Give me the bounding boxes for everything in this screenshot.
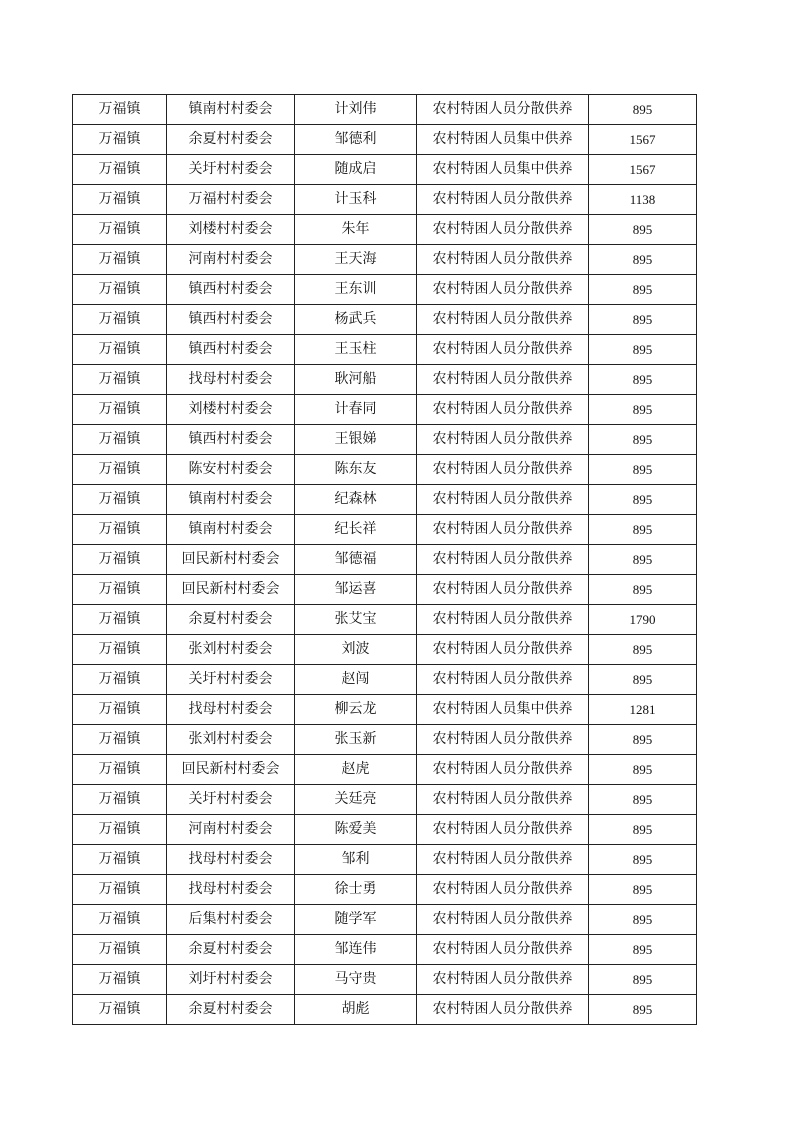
town-cell: 万福镇 — [73, 905, 167, 935]
table-row — [73, 155, 697, 185]
relief-category-cell: 农村特困人员分散供养 — [417, 965, 589, 995]
name-cell: 耿河船 — [295, 365, 417, 395]
amount-cell: 1790 — [589, 605, 697, 635]
town-cell: 万福镇 — [73, 665, 167, 695]
town-cell: 万福镇 — [73, 215, 167, 245]
amount-cell: 895 — [589, 215, 697, 245]
relief-category-cell: 农村特困人员分散供养 — [417, 515, 589, 545]
name-cell: 邹德利 — [295, 125, 417, 155]
relief-category-cell: 农村特困人员分散供养 — [417, 95, 589, 125]
table-row — [73, 425, 697, 455]
town-cell: 万福镇 — [73, 605, 167, 635]
amount-cell: 895 — [589, 455, 697, 485]
name-cell: 随成启 — [295, 155, 417, 185]
name-cell: 王玉柱 — [295, 335, 417, 365]
amount-cell: 895 — [589, 935, 697, 965]
town-cell: 万福镇 — [73, 335, 167, 365]
village-committee-cell: 陈安村村委会 — [167, 455, 295, 485]
table-row — [73, 935, 697, 965]
table-row — [73, 125, 697, 155]
village-committee-cell: 刘楼村村委会 — [167, 215, 295, 245]
name-cell: 邹德福 — [295, 545, 417, 575]
town-cell: 万福镇 — [73, 275, 167, 305]
town-cell: 万福镇 — [73, 125, 167, 155]
relief-category-cell: 农村特困人员分散供养 — [417, 395, 589, 425]
village-committee-cell: 找母村村委会 — [167, 845, 295, 875]
village-committee-cell: 找母村村委会 — [167, 875, 295, 905]
table-row — [73, 245, 697, 275]
name-cell: 邹运喜 — [295, 575, 417, 605]
town-cell: 万福镇 — [73, 545, 167, 575]
relief-category-cell: 农村特困人员分散供养 — [417, 425, 589, 455]
relief-category-cell: 农村特困人员分散供养 — [417, 275, 589, 305]
town-cell: 万福镇 — [73, 845, 167, 875]
town-cell: 万福镇 — [73, 635, 167, 665]
relief-category-cell: 农村特困人员分散供养 — [417, 875, 589, 905]
amount-cell: 895 — [589, 485, 697, 515]
amount-cell: 895 — [589, 515, 697, 545]
village-committee-cell: 张刘村村委会 — [167, 635, 295, 665]
town-cell: 万福镇 — [73, 935, 167, 965]
relief-category-cell: 农村特困人员分散供养 — [417, 575, 589, 605]
town-cell: 万福镇 — [73, 305, 167, 335]
amount-cell: 895 — [589, 755, 697, 785]
relief-recipients-table — [72, 94, 697, 1025]
relief-category-cell: 农村特困人员集中供养 — [417, 125, 589, 155]
town-cell: 万福镇 — [73, 95, 167, 125]
name-cell: 纪长祥 — [295, 515, 417, 545]
table-row — [73, 965, 697, 995]
village-committee-cell: 刘圩村村委会 — [167, 965, 295, 995]
town-cell: 万福镇 — [73, 425, 167, 455]
town-cell: 万福镇 — [73, 485, 167, 515]
relief-category-cell: 农村特困人员分散供养 — [417, 815, 589, 845]
table-row — [73, 785, 697, 815]
relief-list-sheet — [72, 94, 696, 1025]
amount-cell: 895 — [589, 275, 697, 305]
relief-category-cell: 农村特困人员分散供养 — [417, 605, 589, 635]
table-row — [73, 395, 697, 425]
town-cell: 万福镇 — [73, 245, 167, 275]
table-row — [73, 845, 697, 875]
name-cell: 王天海 — [295, 245, 417, 275]
table-row — [73, 95, 697, 125]
village-committee-cell: 回民新村村委会 — [167, 755, 295, 785]
relief-category-cell: 农村特困人员分散供养 — [417, 995, 589, 1025]
amount-cell: 895 — [589, 305, 697, 335]
village-committee-cell: 刘楼村村委会 — [167, 395, 295, 425]
relief-category-cell: 农村特困人员分散供养 — [417, 635, 589, 665]
table-row — [73, 455, 697, 485]
name-cell: 随学军 — [295, 905, 417, 935]
amount-cell: 1281 — [589, 695, 697, 725]
table-row — [73, 665, 697, 695]
amount-cell: 895 — [589, 95, 697, 125]
town-cell: 万福镇 — [73, 785, 167, 815]
table-row — [73, 515, 697, 545]
town-cell: 万福镇 — [73, 695, 167, 725]
table-row — [73, 485, 697, 515]
amount-cell: 895 — [589, 395, 697, 425]
name-cell: 王东训 — [295, 275, 417, 305]
town-cell: 万福镇 — [73, 515, 167, 545]
name-cell: 陈爱美 — [295, 815, 417, 845]
village-committee-cell: 余夏村村委会 — [167, 935, 295, 965]
village-committee-cell: 找母村村委会 — [167, 365, 295, 395]
table-row — [73, 725, 697, 755]
table-row — [73, 995, 697, 1025]
village-committee-cell: 回民新村村委会 — [167, 545, 295, 575]
amount-cell: 895 — [589, 665, 697, 695]
relief-category-cell: 农村特困人员分散供养 — [417, 785, 589, 815]
town-cell: 万福镇 — [73, 875, 167, 905]
amount-cell: 1138 — [589, 185, 697, 215]
amount-cell: 895 — [589, 365, 697, 395]
name-cell: 刘波 — [295, 635, 417, 665]
relief-category-cell: 农村特困人员集中供养 — [417, 155, 589, 185]
amount-cell: 895 — [589, 785, 697, 815]
amount-cell: 895 — [589, 245, 697, 275]
town-cell: 万福镇 — [73, 815, 167, 845]
village-committee-cell: 镇西村村委会 — [167, 335, 295, 365]
table-row — [73, 305, 697, 335]
relief-category-cell: 农村特困人员分散供养 — [417, 335, 589, 365]
town-cell: 万福镇 — [73, 455, 167, 485]
name-cell: 计玉科 — [295, 185, 417, 215]
relief-category-cell: 农村特困人员分散供养 — [417, 245, 589, 275]
town-cell: 万福镇 — [73, 965, 167, 995]
relief-category-cell: 农村特困人员分散供养 — [417, 665, 589, 695]
relief-category-cell: 农村特困人员分散供养 — [417, 755, 589, 785]
table-row — [73, 815, 697, 845]
village-committee-cell: 余夏村村委会 — [167, 605, 295, 635]
name-cell: 马守贵 — [295, 965, 417, 995]
village-committee-cell: 镇西村村委会 — [167, 305, 295, 335]
name-cell: 邹利 — [295, 845, 417, 875]
name-cell: 赵闯 — [295, 665, 417, 695]
village-committee-cell: 关圩村村委会 — [167, 785, 295, 815]
name-cell: 胡彪 — [295, 995, 417, 1025]
relief-category-cell: 农村特困人员分散供养 — [417, 725, 589, 755]
amount-cell: 895 — [589, 965, 697, 995]
village-committee-cell: 余夏村村委会 — [167, 125, 295, 155]
amount-cell: 895 — [589, 635, 697, 665]
village-committee-cell: 镇南村村委会 — [167, 95, 295, 125]
table-row — [73, 605, 697, 635]
amount-cell: 895 — [589, 815, 697, 845]
relief-category-cell: 农村特困人员分散供养 — [417, 485, 589, 515]
name-cell: 朱年 — [295, 215, 417, 245]
village-committee-cell: 河南村村委会 — [167, 245, 295, 275]
amount-cell: 895 — [589, 545, 697, 575]
name-cell: 柳云龙 — [295, 695, 417, 725]
village-committee-cell: 镇南村村委会 — [167, 515, 295, 545]
town-cell: 万福镇 — [73, 395, 167, 425]
village-committee-cell: 镇南村村委会 — [167, 485, 295, 515]
relief-category-cell: 农村特困人员分散供养 — [417, 455, 589, 485]
village-committee-cell: 张刘村村委会 — [167, 725, 295, 755]
village-committee-cell: 找母村村委会 — [167, 695, 295, 725]
table-row — [73, 185, 697, 215]
amount-cell: 895 — [589, 335, 697, 365]
table-row — [73, 365, 697, 395]
relief-category-cell: 农村特困人员分散供养 — [417, 305, 589, 335]
relief-category-cell: 农村特困人员分散供养 — [417, 905, 589, 935]
amount-cell: 895 — [589, 905, 697, 935]
table-row — [73, 905, 697, 935]
table-row — [73, 575, 697, 605]
table-row — [73, 335, 697, 365]
name-cell: 计春同 — [295, 395, 417, 425]
town-cell: 万福镇 — [73, 155, 167, 185]
table-row — [73, 275, 697, 305]
town-cell: 万福镇 — [73, 365, 167, 395]
name-cell: 王银娣 — [295, 425, 417, 455]
name-cell: 张玉新 — [295, 725, 417, 755]
name-cell: 计刘伟 — [295, 95, 417, 125]
relief-category-cell: 农村特困人员分散供养 — [417, 185, 589, 215]
name-cell: 陈东友 — [295, 455, 417, 485]
town-cell: 万福镇 — [73, 725, 167, 755]
name-cell: 徐士勇 — [295, 875, 417, 905]
table-row — [73, 635, 697, 665]
table-row — [73, 545, 697, 575]
relief-category-cell: 农村特困人员分散供养 — [417, 365, 589, 395]
table-body — [73, 95, 697, 1025]
town-cell: 万福镇 — [73, 755, 167, 785]
amount-cell: 895 — [589, 725, 697, 755]
amount-cell: 895 — [589, 845, 697, 875]
village-committee-cell: 万福村村委会 — [167, 185, 295, 215]
amount-cell: 895 — [589, 875, 697, 905]
name-cell: 杨武兵 — [295, 305, 417, 335]
table-row — [73, 875, 697, 905]
relief-category-cell: 农村特困人员分散供养 — [417, 545, 589, 575]
relief-category-cell: 农村特困人员分散供养 — [417, 845, 589, 875]
name-cell: 张艾宝 — [295, 605, 417, 635]
relief-category-cell: 农村特困人员集中供养 — [417, 695, 589, 725]
name-cell: 邹连伟 — [295, 935, 417, 965]
town-cell: 万福镇 — [73, 995, 167, 1025]
amount-cell: 895 — [589, 575, 697, 605]
table-row — [73, 215, 697, 245]
amount-cell: 1567 — [589, 125, 697, 155]
amount-cell: 895 — [589, 995, 697, 1025]
relief-category-cell: 农村特困人员分散供养 — [417, 935, 589, 965]
village-committee-cell: 镇西村村委会 — [167, 425, 295, 455]
village-committee-cell: 后集村村委会 — [167, 905, 295, 935]
town-cell: 万福镇 — [73, 185, 167, 215]
village-committee-cell: 回民新村村委会 — [167, 575, 295, 605]
village-committee-cell: 镇西村村委会 — [167, 275, 295, 305]
name-cell: 关廷亮 — [295, 785, 417, 815]
name-cell: 赵虎 — [295, 755, 417, 785]
table-row — [73, 755, 697, 785]
village-committee-cell: 余夏村村委会 — [167, 995, 295, 1025]
amount-cell: 895 — [589, 425, 697, 455]
village-committee-cell: 河南村村委会 — [167, 815, 295, 845]
amount-cell: 1567 — [589, 155, 697, 185]
name-cell: 纪森林 — [295, 485, 417, 515]
village-committee-cell: 关圩村村委会 — [167, 665, 295, 695]
relief-category-cell: 农村特困人员分散供养 — [417, 215, 589, 245]
village-committee-cell: 关圩村村委会 — [167, 155, 295, 185]
table-row — [73, 695, 697, 725]
town-cell: 万福镇 — [73, 575, 167, 605]
